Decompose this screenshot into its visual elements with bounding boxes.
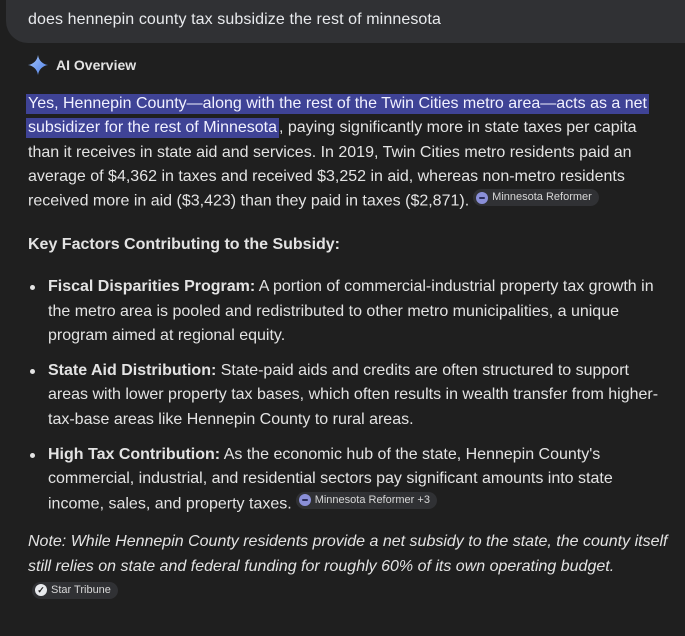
source-chip[interactable] (296, 492, 437, 509)
factor-text: State-paid aids and credits are often structured to support areas with lower property tax bases, which often results in wealth transfer from higher-tax-base areas like Hennepin County to rural areas. (48, 362, 659, 428)
factor-title: Fiscal Disparities Program: (48, 278, 256, 296)
factor-text: A portion of commercial-industrial property tax growth in the metro area is pooled and redistributed to other metro municipalities, a unique program aimed at regional equity. (48, 278, 654, 344)
search-query-bubble[interactable] (6, 0, 685, 43)
ai-overview-content (28, 92, 668, 603)
factor-title: High Tax Contribution: (48, 446, 221, 464)
source-chip-label: Minnesota Reformer +3 (314, 493, 430, 506)
list-item (28, 443, 668, 516)
ai-overview-title: AI Overview (56, 57, 137, 73)
sparkle-icon (28, 55, 48, 75)
ai-overview-header (28, 55, 136, 75)
list-item (28, 275, 668, 348)
intro-paragraph (28, 92, 668, 214)
intro-highlight: Yes, Hennepin County—along with the rest of the Twin Cities metro area—acts as a net subsidizer for the rest of Minnesota (28, 95, 647, 137)
note-text: Note: While Hennepin County residents provide a net subsidy to the state, the county itself still relies on state and federal funding for roughly 60% of its own operating budget. (28, 533, 668, 575)
source-chip-label: Star Tribune (51, 583, 111, 596)
search-query-text: does hennepin county tax subsidize the rest of minnesota (28, 11, 441, 28)
section-heading: Key Factors Contributing to the Subsidy: (28, 235, 341, 253)
source-chip-label: Minnesota Reformer (492, 191, 592, 204)
note-paragraph (28, 530, 668, 603)
source-favicon-icon: ✓ (35, 584, 47, 596)
source-favicon-icon (476, 192, 488, 204)
list-item (28, 359, 668, 432)
source-chip[interactable] (32, 582, 118, 599)
source-favicon-icon (299, 494, 311, 506)
source-chip[interactable] (473, 189, 599, 206)
factor-text: As the economic hub of the state, Hennepin County's commercial, industrial, and residential sectors pay significant amounts into state income, sales, and property taxes. (48, 446, 613, 513)
intro-body: , paying significantly more in state taxes per capita than it receives in state aid and services. In 2019, Twin Cities metro residents paid an average of $4,362 in taxes and received $3,252 in aid, whereas non-metro residents received more in aid ($3,423) than they paid in taxes ($2,871). (28, 119, 637, 210)
factors-list (28, 275, 668, 516)
factor-title: State Aid Distribution: (48, 362, 217, 380)
